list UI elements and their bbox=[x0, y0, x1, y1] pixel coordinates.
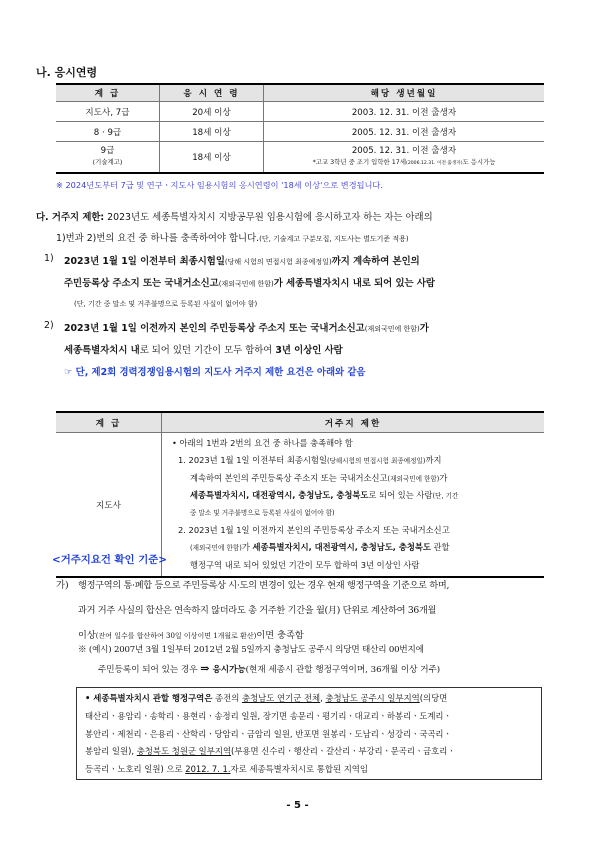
item2-number: 2) bbox=[44, 320, 54, 331]
item1-line1 bbox=[64, 253, 420, 267]
birth-note-c: 도 응시가능 bbox=[462, 157, 496, 166]
box-underline: 충청북도 청원군 일부지역 bbox=[136, 746, 232, 757]
birth-note-a: *고교 3학년 중 조기 입학한 17세 bbox=[312, 157, 407, 166]
birth-cell: 2003. 12. 31. 이전 출생자 bbox=[264, 102, 545, 122]
item2-line1 bbox=[64, 320, 429, 334]
item2-line2 bbox=[64, 342, 343, 356]
table-row bbox=[56, 102, 544, 122]
item2-line2-normal: 로 되어 있던 기간이 모두 합하여 bbox=[139, 345, 276, 356]
box-text: 자로 세종특별자치시로 통합된 지역임 bbox=[230, 764, 368, 775]
item2-bold: 2023년 1월 1일 이전까지 본인의 주민등록상 주소지 또는 국내거소신고 bbox=[64, 323, 365, 334]
box-text: , bbox=[320, 693, 326, 703]
item1-small: (당해 시험의 면접시험 최종예정일) bbox=[224, 258, 332, 266]
residence-intro-text: 2023년도 세종특별자치시 지방공무원 임용시험에 응시하고자 하는 자는 아래의 bbox=[104, 212, 433, 223]
cond-bold: 세종특별자치시, 대전광역시, 충청남도, 충청북도 bbox=[252, 541, 431, 552]
age-table bbox=[56, 83, 544, 174]
item1-number: 1) bbox=[44, 253, 54, 264]
birth-note bbox=[264, 157, 544, 169]
cond-text: 1. 2023년 1월 1일 이전부터 최종시험일 bbox=[178, 454, 327, 465]
cond-small: (재외국민에 한함) bbox=[190, 543, 242, 552]
criteria-text: 이면 충족함 bbox=[256, 630, 304, 641]
age-table-header-grade: 계 급 bbox=[56, 84, 160, 102]
cond-line: • 아래의 1번과 2번의 요건 중 하나를 충족해야 함 bbox=[172, 438, 353, 448]
cond-text: 가 bbox=[439, 472, 448, 483]
criteria-ga-number: 가) bbox=[56, 580, 69, 591]
box-line: 봉안리ㆍ제천리ㆍ은용리ㆍ산학리ㆍ당암리ㆍ금암리 일원, 반포면 원봉리ㆍ도남리ㆍ성강리ㆍ국곡리ㆍ bbox=[85, 728, 452, 739]
item2-line2-bold: 세종특별자치시 내 bbox=[64, 345, 140, 356]
residence-table-header-restriction: 거주지 제한 bbox=[162, 412, 545, 433]
box-line bbox=[85, 690, 535, 708]
birth-cell: 2005. 12. 31. 이전 출생자 bbox=[264, 122, 545, 142]
box-text: 등곡리ㆍ노호리 일원) 으로 bbox=[85, 764, 186, 775]
table-row bbox=[56, 142, 544, 174]
item2-bold2: 가 bbox=[419, 323, 429, 334]
cond-line bbox=[172, 487, 538, 505]
cond-line: 2. 2023년 1월 1일 이전까지 본인의 주민등록상 주소지 또는 국내거소신고 bbox=[178, 524, 450, 535]
residence-intro-text2: 1)번과 2)번의 요건 중 하나를 충족하여야 합니다. bbox=[56, 233, 260, 244]
box-line bbox=[85, 761, 535, 779]
age-cell: 18세 이상 bbox=[160, 122, 264, 142]
example-line1: ※ (예시) 2007년 3월 1일부터 2012년 2월 5일까지 충청남도 공주시 의당면 태산리 00번지에 bbox=[78, 645, 424, 655]
criteria-small: (잔여 일수를 합산하여 30일 이상이면 1개월로 환산) bbox=[95, 632, 257, 640]
arrow-icon: ⇒ bbox=[200, 662, 210, 675]
box-line: 태산리ㆍ용암리ㆍ송학리ㆍ용현리ㆍ송정리 일원, 장기면 송문리ㆍ평기리ㆍ대교리ㆍ하봉리ㆍ도계리ㆍ bbox=[85, 710, 452, 721]
cond-text: 가 bbox=[241, 541, 253, 552]
box-text: 봉암리 일원), bbox=[85, 746, 137, 757]
item1-note: (단, 기간 중 말소 및 거주불명으로 등록된 사실이 없어야 함) bbox=[74, 300, 258, 308]
item2-small: (재외국민에 한함) bbox=[364, 325, 420, 333]
cond-line: 중 말소 및 거주불명으로 등록된 사실이 없어야 함) bbox=[190, 509, 335, 518]
age-table-header-age: 응 시 연 령 bbox=[160, 84, 264, 102]
restriction-cell bbox=[162, 433, 545, 578]
item1-line2-small: (재외국민에 한함) bbox=[218, 280, 274, 288]
example-text: 주민등록이 되어 있는 경우 bbox=[98, 665, 201, 675]
birth-cell bbox=[264, 142, 545, 174]
cond-text: 계속하여 본인의 주민등록상 주소지 또는 국내거소신고 bbox=[190, 472, 388, 483]
item1-line2-bold2: 가 세종특별자치시 내로 되어 있는 사람 bbox=[273, 278, 435, 289]
example-text: (현재 세종시 관할 행정구역이며, 36개월 이상 거주) bbox=[245, 665, 441, 675]
criteria-ga-line2: 과거 거주 사실의 합산은 연속하지 않더라도 총 거주한 기간을 월(月) 단위로 계산하여 36개월 bbox=[78, 605, 437, 616]
cond-line: 행정구역 내로 되어 있었던 기간이 모두 합하여 3년 이상인 사람 bbox=[190, 559, 420, 570]
cond-small: (재외국민에 한함) bbox=[387, 474, 440, 483]
box-text: 종전의 bbox=[212, 693, 242, 703]
birth-note-b: (2006.12.31. 이전 출생자) bbox=[406, 160, 463, 166]
cond-line bbox=[172, 470, 538, 488]
age-cell: 20세 이상 bbox=[160, 102, 264, 122]
cond-line bbox=[172, 452, 538, 470]
age-cell: 18세 이상 bbox=[160, 142, 264, 174]
table-row bbox=[56, 122, 544, 142]
cond-text: 로 되어 있는 사람 bbox=[368, 490, 433, 501]
grade-label: 9급 bbox=[100, 146, 115, 156]
criteria-ga-line3 bbox=[78, 627, 304, 641]
box-text: (의당면 bbox=[419, 693, 448, 703]
item2-line2-bold2: 3년 이상인 사람 bbox=[275, 345, 343, 356]
box-text: (부용면 신수리ㆍ행산리ㆍ갈산리ㆍ부강리ㆍ문곡리ㆍ금호리ㆍ bbox=[231, 746, 456, 757]
jurisdiction-box bbox=[76, 687, 542, 780]
residence-intro-small: (단, 기술계고 구분모집, 지도사는 별도기준 적용) bbox=[259, 235, 409, 243]
item1-bold2: 까지 계속하여 본인의 bbox=[331, 256, 420, 267]
instructor-exception-note: ☞ 단, 제2회 경력경쟁임용시험의 지도사 거주지 제한 요건은 아래와 같음 bbox=[64, 367, 366, 378]
box-underline: 충청남도 공주시 일부지역 bbox=[325, 693, 420, 703]
example-bold: 응시가능 bbox=[209, 665, 246, 675]
age-footnote: ※ 2024년도부터 7급 및 연구ㆍ지도사 임용시험의 응시연령이 '18세 이상'으로 변경됩니다. bbox=[56, 180, 383, 190]
cond-small: (당해시험의 면접시험 최종예정일) bbox=[326, 456, 426, 465]
grade-cell: 지도사, 7급 bbox=[56, 102, 160, 122]
item1-bold: 2023년 1월 1일 이전부터 최종시험일 bbox=[64, 256, 225, 267]
example-line2 bbox=[98, 662, 440, 675]
grade-cell: 8 · 9급 bbox=[56, 122, 160, 142]
item1-line2 bbox=[64, 275, 435, 289]
age-table-header-birth: 해당 생년월일 bbox=[264, 84, 545, 102]
criteria-ga-line1: 행정구역의 통·폐합 등으로 주민등록상 시·도의 변경이 있는 경우 현재 행정구역을 기준으로 하며, bbox=[78, 580, 450, 591]
box-underline: 2012. 7. 1. bbox=[185, 764, 231, 775]
page-number: - 5 - bbox=[286, 800, 309, 811]
birth-label: 2005. 12. 31. 이전 출생자 bbox=[351, 145, 457, 156]
cond-text: 까지 bbox=[425, 454, 442, 465]
section-title-age: 나. 응시연령 bbox=[36, 66, 98, 79]
grade-cell: 지도사 bbox=[56, 433, 162, 578]
grade-cell bbox=[56, 142, 160, 174]
grade-sub-label: (기술계고) bbox=[92, 158, 123, 166]
box-line bbox=[85, 743, 535, 761]
cond-bold: 세종특별자치시, 대전광역시, 충청남도, 충청북도 bbox=[190, 490, 369, 501]
cond-small: (단, 기간 bbox=[432, 492, 459, 501]
criteria-text: 이상 bbox=[78, 630, 96, 641]
residence-table-header-grade: 계 급 bbox=[56, 412, 162, 433]
criteria-title: <거주지요건 확인 기준> bbox=[52, 554, 167, 566]
section-title-residence: 다. 거주지 제한: bbox=[36, 212, 105, 223]
residence-intro-line1 bbox=[36, 209, 433, 223]
box-underline: 충청남도 연기군 전체 bbox=[241, 693, 321, 703]
box-bold: • 세종특별자치시 관할 행정구역은 bbox=[85, 693, 213, 703]
residence-intro-line2 bbox=[56, 230, 409, 244]
cond-text: 관할 bbox=[430, 541, 450, 552]
cond-line bbox=[172, 539, 538, 557]
item1-line2-bold: 주민등록상 주소지 또는 국내거소신고 bbox=[64, 278, 219, 289]
